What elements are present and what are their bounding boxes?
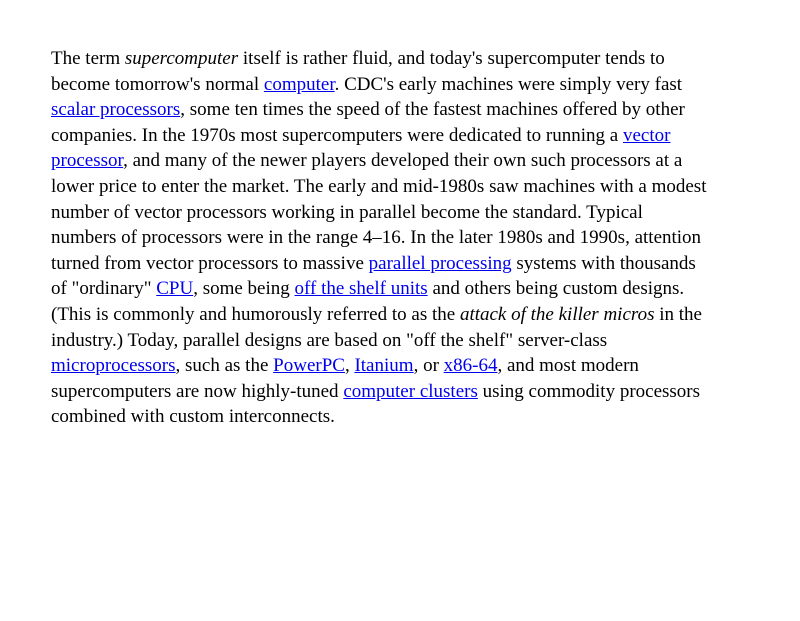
text-segment: and others being custom designs. (This is commonly and humorously referred to as the xyxy=(51,278,685,325)
text-segment: , some being xyxy=(193,278,295,300)
text-segment: , some ten times the speed of the fastest machines offered by other companies. In the 1970s most supercomputers were dedicated to running a xyxy=(51,99,685,146)
link-vector-processor[interactable]: vector processor xyxy=(51,124,671,172)
link-scalar-processors[interactable]: scalar processors xyxy=(51,99,181,121)
text-segment: , xyxy=(344,355,355,377)
link-computer-clusters[interactable]: computer clusters xyxy=(343,380,478,402)
text-segment: in the industry.) Today, parallel designs are based on "off the shelf" server-class xyxy=(51,303,702,351)
text-segment: The term xyxy=(51,48,125,69)
text-segment: . CDC's early machines were simply very fast xyxy=(334,73,683,95)
link-parallel-processing[interactable]: parallel processing xyxy=(368,252,512,274)
text-segment: , such as the xyxy=(175,355,274,377)
link-powerpc[interactable]: PowerPC xyxy=(273,355,345,377)
link-microprocessors[interactable]: microprocessors xyxy=(51,355,176,377)
link-off-the-shelf-units[interactable]: off the shelf units xyxy=(294,278,428,300)
text-segment: itself is rather fluid, and today's supercomputer tends to become tomorrow's normal xyxy=(51,48,665,95)
link-cpu[interactable]: CPU xyxy=(156,278,194,300)
link-itanium[interactable]: Itanium xyxy=(354,355,414,377)
text-segment: , and most modern supercomputers are now highly-tuned xyxy=(51,355,639,402)
link-computer[interactable]: computer xyxy=(263,73,335,95)
text-segment: using commodity processors combined with custom interconnects. xyxy=(51,380,701,428)
article-paragraph xyxy=(51,46,711,430)
emphasis-supercomputer: supercomputer xyxy=(124,48,239,69)
text-segment: , and many of the newer players developed their own such processors at a lower price to enter the market. The early and mid-1980s saw machines with a modest number of vector processors working in parallel become the standard. Typical numbers of processors were in the range 4–16. In the later 1980s and 1990s, attention turned from vector processors to massive xyxy=(51,150,707,274)
text-segment: systems with thousands of "ordinary" xyxy=(51,252,696,300)
emphasis-killer-micros: attack of the killer micros xyxy=(459,303,655,325)
link-x86-64[interactable]: x86-64 xyxy=(443,355,498,377)
text-segment: , or xyxy=(413,355,444,377)
